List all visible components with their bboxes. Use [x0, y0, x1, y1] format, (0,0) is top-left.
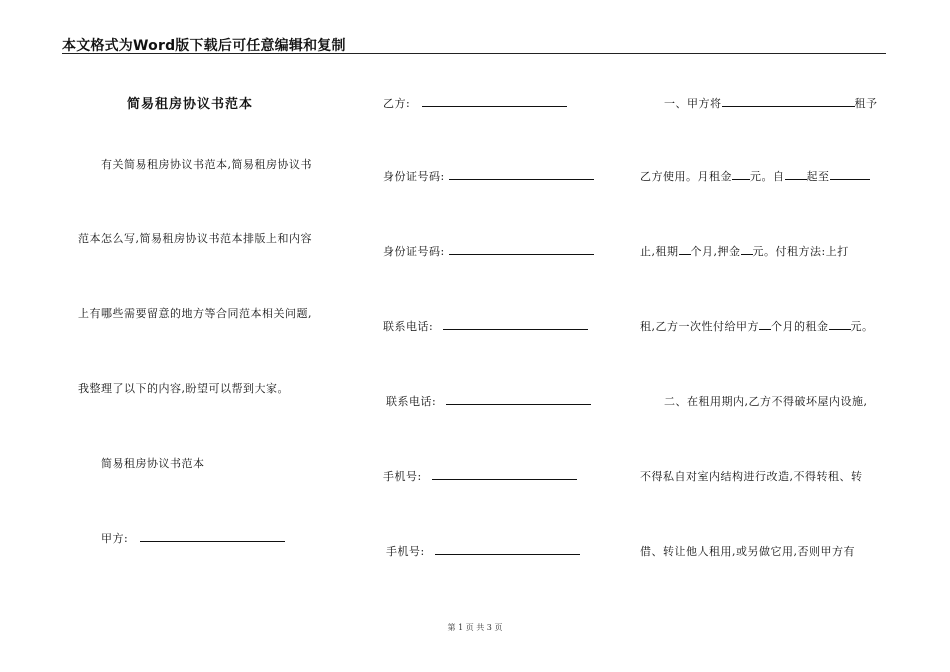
- party-a-field: [101, 530, 285, 546]
- party-b-label: 乙方:: [383, 97, 411, 110]
- section-subtitle: 简易租房协议书范本: [101, 457, 205, 470]
- clause-2-line-1: 二、在租用期内,乙方不得破坏屋内设施,: [664, 395, 868, 408]
- phone-field-2: [386, 393, 591, 409]
- mobile-field-2: [386, 543, 580, 559]
- intro-line-2: 范本怎么写,简易租房协议书范本排版上和内容: [78, 232, 312, 245]
- id-number-label-2: 身份证号码:: [383, 245, 445, 258]
- clause-1-text-e: 起至: [806, 170, 830, 183]
- header-text: 本文格式为Word版下载后可任意编辑和复制: [62, 38, 346, 54]
- clause-1-line-2: [640, 168, 870, 184]
- clause-1-text-a: 一、甲方将: [664, 97, 722, 110]
- start-date-blank: [785, 169, 807, 180]
- party-a-blank: [140, 531, 285, 542]
- phone-label-1: 联系电话:: [383, 320, 434, 333]
- clause-2-line-2: 不得私自对室内结构进行改造,不得转租、转: [640, 470, 863, 483]
- mobile-label-1: 手机号:: [383, 470, 422, 483]
- page-footer: 第 1 页 共 3 页: [447, 623, 503, 632]
- party-a-label: 甲方:: [101, 532, 129, 545]
- mobile-blank-1: [432, 469, 577, 480]
- phone-field-1: [383, 318, 588, 334]
- intro-line-3: 上有哪些需要留意的地方等合同范本相关问题,: [78, 307, 312, 320]
- id-number-field-1: [383, 168, 594, 184]
- amount-blank: [829, 319, 851, 330]
- phone-blank-2: [446, 394, 591, 405]
- clause-1-line-3: [640, 243, 849, 259]
- id-number-blank-2: [449, 244, 594, 255]
- clause-1-text-h: 元。付租方法:上打: [752, 245, 849, 258]
- deposit-blank: [741, 244, 753, 255]
- clause-1-text-c: 乙方使用。月租金: [640, 170, 732, 183]
- id-number-field-2: [383, 243, 594, 259]
- property-blank: [722, 96, 855, 107]
- document-title: 简易租房协议书范本: [127, 97, 254, 112]
- clause-1-text-j: 个月的租金: [771, 320, 829, 333]
- clause-1-text-k: 元。: [850, 320, 874, 333]
- phone-blank-1: [443, 319, 588, 330]
- clause-1-line-1: [664, 95, 878, 111]
- intro-line-1: 有关简易租房协议书范本,简易租房协议书: [101, 158, 312, 171]
- clause-1-text-f: 止,租期: [640, 245, 679, 258]
- id-number-label-1: 身份证号码:: [383, 170, 445, 183]
- term-blank: [679, 244, 691, 255]
- phone-label-2: 联系电话:: [386, 395, 437, 408]
- clause-2-line-3: 借、转让他人租用,或另做它用,否则甲方有: [640, 545, 855, 558]
- id-number-blank-1: [449, 169, 594, 180]
- clause-1-text-b: 租予: [854, 97, 878, 110]
- clause-1-text-i: 租,乙方一次性付给甲方: [640, 320, 759, 333]
- clause-1-text-g: 个月,押金: [690, 245, 741, 258]
- party-b-field: [383, 95, 567, 111]
- mobile-field-1: [383, 468, 577, 484]
- mobile-blank-2: [435, 544, 580, 555]
- document-header: [62, 33, 886, 54]
- clause-1-line-4: [640, 318, 874, 334]
- clause-1-text-d: 元。自: [750, 170, 785, 183]
- rent-blank: [732, 169, 750, 180]
- months-blank: [759, 319, 771, 330]
- end-date-blank: [830, 169, 870, 180]
- intro-line-4: 我整理了以下的内容,盼望可以帮到大家。: [78, 382, 289, 395]
- mobile-label-2: 手机号:: [386, 545, 425, 558]
- party-b-blank: [422, 96, 567, 107]
